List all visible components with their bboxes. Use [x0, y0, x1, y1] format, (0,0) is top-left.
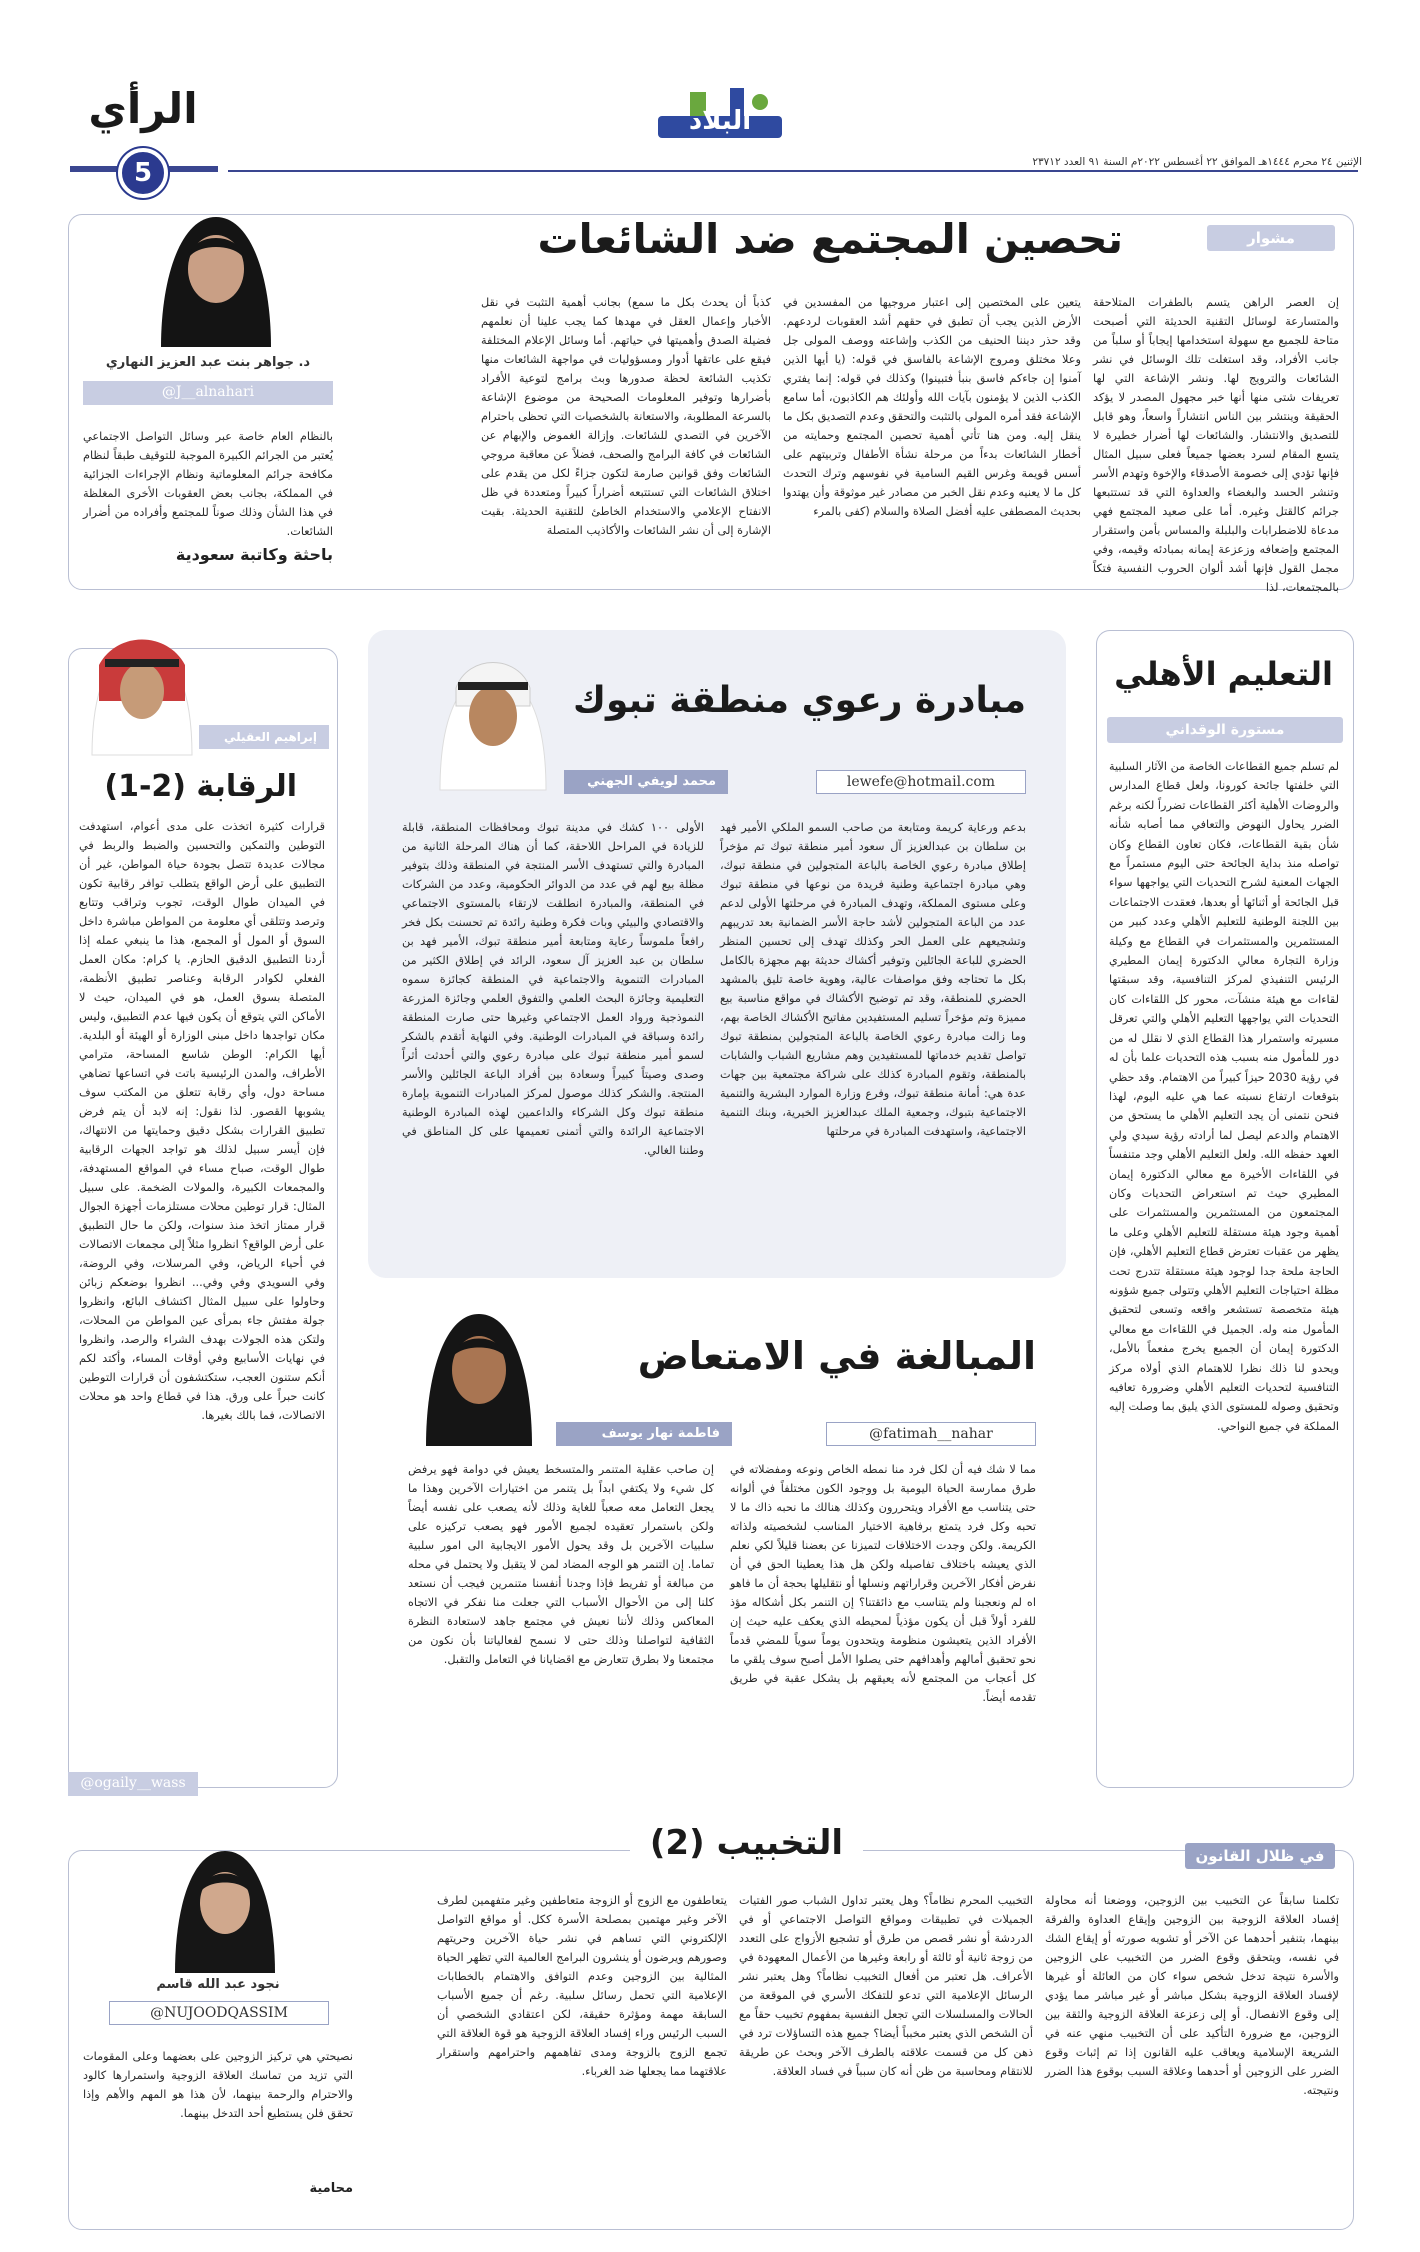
newspaper-logo — [650, 78, 790, 148]
author-photo — [77, 625, 207, 755]
article-body: قرارات كثيرة اتخذت على مدى أعوام، استهدفت التوطين والتمكين والتحسين والضبط والربط في مجالات عديدة تتصل بجودة حياة المواطن، غير أن التطبيق على أرض الواقع يتطلب توافر رقابية تكون في الميدان طوال الوقت، تجوب وتراقب وتتابع وترصد وتتلقى أي معلومة من المواطن مباشرة داخل السوق أو المول أو المجمع، هذا ما ينبغي عمله إذا أردنا التطبيق الدقيق الحازم. يا كرام: مكان العمل الفعلي لكوادر الرقابة وعناصر تطبيق الأنظمة، المتصلة بسوق العمل، هو في الميدان، حيث لا الأماكن التي يتوقع أن يكون فيها عدم التطبيق، وليس مكان تواجدها داخل مبنى الوزارة أو الهيئة أو البلدية. أيها الكرام: الوطن شاسع المساحة، مترامي الأطراف، والمدن الرئيسية باتت في اتساعها تضاهي مساحة دول، وأي رقابة تتعلق من المكتب سوف يشوبها القصور. لذا نقول: إنه لابد أن يتم فرض تطبيق القرارات بشكل دقيق وحمايتها من الانتهاك، فإن أيسر سبيل لذلك هو تواجد الجهات الرقابية طوال الوقت، صباح مساء في المواقع المستهدفة، والمجمعات الكبيرة، والمولات الضخمة. على سبيل المثال: قرار توطين محلات مستلزمات أجهزة الجوال قرار ممتاز اتخذ منذ سنوات، ولكن ما حال التطبيق على أرض الواقع؟ انظروا مثلاً إلى مجمعات الاتصالات في أحياء الرياض، وفي المرسلات، وفي الروضة، وفي السويدي وفي وفي... انظروا بوضعكم زبائن وحاولوا على سبيل المثال اكتشاف البائع، وانظروا جولة مفتش جاء بمرأى عين المواطن من المحلات، ولتكن هذه الجولات بهدف الشراء والرصد، وانظروا في نهايات الأسابيع وفي أوقات المساء، وأكتد لكم أنكم ستنون العجب، ستكتشفون أن قرارات التوطين كانت حبراً على ورق. هذا في قطاع واحد هو محلات الاتصالات، فما بالك بغيرها. — [79, 820, 325, 1422]
article-exaggeration — [368, 1296, 1066, 1788]
author-handle[interactable]: @NUJOODQASSIM — [109, 2001, 329, 2025]
article-column: تكلمنا سابقاً عن التخبيب بين الزوجين، ووضعنا أنه محاولة إفساد العلاقة الزوجية بين الزوجين وإيقاع العداوة والفرقة بينهما، بتنفير أحدهما عن الآخر أو تشويه صورته أو إيقاع الشك في نفسه، ويتحقق وقوع الضرر من التخبيب على الزوجين والأسرة نتيجة تدخل شخص سواء كان من العائلة أو غيرها لإفساد العلاقة الزوجية بشكل مباشر أو غير مباشر مما يؤدي إلى وقوع الانفصال. أو إلى زعزعة العلاقة الزوجية والثقة بين الزوجين، مع ضرورة التأكيد على أن التخبيب منهي عنه في الشريعة الإسلامية ويعاقب عليه القانون إذا تم إثبات وقوع الضرر على الزوجين أو أحدهما وعلاقة السبب بوقوع هذا الضرر ونتيجته. — [1045, 1894, 1339, 2097]
author-signoff: باحثة وكاتبة سعودية — [175, 545, 333, 564]
article-title: التعليم الأهلي — [1114, 655, 1333, 693]
author-handle[interactable]: @fatimah__nahar — [826, 1422, 1036, 1446]
author-name: نجود عبد الله قاسم — [156, 1977, 280, 1992]
logo-text: البلاد — [688, 106, 752, 136]
author-signoff: محامية — [309, 2181, 353, 2196]
article-tabuk-initiative — [368, 630, 1066, 1278]
page-number-badge — [118, 148, 168, 198]
author-name: مستورة الوقداني — [1107, 717, 1343, 743]
article-private-education — [1096, 630, 1354, 1788]
author-photo — [418, 640, 568, 790]
article-rumors — [68, 214, 1354, 594]
author-name: إبراهيم العقيلي — [199, 725, 329, 749]
author-name: محمد لويفي الجهني — [564, 770, 728, 794]
author-name: فاطمة نهار يوسف — [556, 1422, 732, 1446]
article-title: تحصين المجتمع ضد الشائعات — [537, 215, 1123, 263]
article-title: التخبيب (2) — [630, 1823, 863, 1863]
article-column: إن العصر الراهن يتسم بالطفرات المتلاحقة والمتسارعة لوسائل التقنية الحديثة التي أصبحت متاحة للجميع مع سهولة استخدامها إيجاباً أو سلباً من جانب الأفراد، وقد استغلت تلك الوسائل في نشر الشائعات والترويج لها. ونشر الإشاعة التي لها تعريفات شتى منها أنها خبر مجهول المصدر لا يؤكد الحقيقة وينتشر بين الناس انتشاراً واسعاً، وهو قابل للتصديق والانتشار. والشائعات لها أضرار خطيرة لا يتسع المقام لسرد بعضها جميعاً فعلى سبيل المثال فإنها تؤدي إلى خصومة الأصدقاء والإخوة وتهدم الأسر وتنشر الحسد والبغضاء والعداوة التي قد تستتبعها جرائم كالقتل وغيره. أما على صعيد المجتمع فهي مدعاة للاضطرابات والبلبلة والمساس بأمن واستقرار المجتمع وإضعافه وزعزعة إيمانه بمبادئه وقيمه، وفي مجمل القول فإنها أشد ألوان الحروب النفسية فتكاً بالمجتمعات، لذا — [1093, 296, 1339, 594]
article-tag: مشوار — [1207, 225, 1335, 251]
article-title: المبالغة في الامتعاض — [637, 1334, 1036, 1378]
article-column: كذباً أن يحدث بكل ما سمع) بجانب أهمية التثبت في نقل الأخبار وإعمال العقل في مهدها كما يجب علينا أن نعلمهم فضيلة الصدق وأهميتها في حياتهم. أما وسائل الإعلام المختلفة فيقع على عاتقها أدوار ومسؤوليات في مواجهة الشائعات منها تكذيب الشائعة لحظة صدورها وبث برامج لتوعية الأفراد بأضرارها وتوفير المعلومات الصحيحة من موضوع الإشاعة بالسرعة المطلوبة، والاستعانة بالشخصيات التي تحظى باحترام الآخرين في التصدي للشائعات. وإزالة الغموض والإبهام عن الشائعات في كافة البرامج والصحف، فضلاً عن معاقبة مروجي الشائعات وفق قوانين صارمة لتكون جزاءً لكل من يقدم على اختلاق الشائعات التي تستتبعه أضراراً كبيراً ومتعددة في ظل الانفتاح الإعلامي والاستخدام الخاطئ للتقنية الحديثة. بقيت الإشارة إلى أن نشر الشائعات والأكاذيب المتصلة — [481, 296, 771, 537]
article-column: يتعاطفون مع الزوج أو الزوجة متعاطفين وغير متفهمين لطرف الآخر وغير مهتمين بمصلحة الأسرة ككل. أو مواقع التواصل الإلكتروني التي تساهم في نشر حياة الآخرين وحريتهم وصورهم ويرضون أو ينشرون البرامج العالمية التي تظهر الحياة المثالية بين الزوجين وعدم التوافق والاهتمام بالخطابات الإعلامية التي تحمل رسائل سلبية. رغم أن جميع الأسباب السابقة مهمة ومؤثرة حقيقة، لكن اعتقادي الشخصي أن السبب الرئيس وراء إفساد العلاقة الزوجية هو قوة العلاقة التي تجمع الزوج بالزوجة ومدى تفاهمهم واحترامهم واستقرار علاقتهما مما يجعلها ضد الغرباء. — [437, 1894, 727, 2078]
article-tag: في ظلال القانون — [1185, 1843, 1335, 1869]
section-title: الرأي — [88, 84, 198, 133]
article-oversight — [68, 648, 338, 1788]
article-column: إن صاحب عقلية المتنمر والمتسخط يعيش في دوامة فهو يرفض كل شيء ولا يكتفي ابداً بل يتنمر من اختيارات الآخرين وهذا ما يجعل التعامل معه صعباً للغاية وذلك لأنه يصعب على نفسه أيضاً ولكن باستمرار تعقيده لجميع الأمور فهو يصعب تركيزه على سلبيات الآخرين بل وقد يحول الأمور الايجابية الى امور سلبية تماما. إن التنمر هو الوجه المضاد لمن لا يتقبل ولا يحتمل في محله من مبالغة أو تفريط فإذا وجدنا أنفسنا متنمرين فيجب أن نستعد كلنا إلى من الأحوال الأسباب التي جعلت منا نفكر في الاتجاه المعاكس وذلك لأننا نعيش في مجتمع جاهد لاستعادة النظرة الثقافية لتواصلنا وذلك حتى لا نسمح لفعالياتنا بأن نكون من مجتمعنا ولا بطرق تتعارض مع اقضايانا في التعامل والتقبل. — [408, 1463, 714, 1666]
article-column: التخبيب المحرم نظاماً؟ وهل يعتبر تداول الشباب صور الفتيات الجميلات في تطبيقات ومواقع التواصل الاجتماعي أو في الدردشة أو نشر قصص من طرق أو تشجيع الأزواج على التعدد من زوجة ثانية أو ثالثة أو رابعة وغيرها من الأعمال المعهودة في الأعراف. هل تعتبر من أفعال التخبيب نظاماً؟ وهل يعتبر نشر الرسائل الإعلامية التي تدعو للتفكك الأسري في الموقعة من الحالات والمسلسلات التي تجعل النفسية بمفهوم تخبيب حقاً مع أن الشخص الذي يعتبر مخبباً أيضا؟ جميع هذه التساؤلات ترد في ذهن كل من قسمت علاقته بالطرف الآخر وبحث عن طريقة للانتقام ومحاسبة من ظن أنه كان سبباً في فساد العلاقة. — [739, 1894, 1033, 2078]
author-photo — [141, 197, 291, 347]
author-handle[interactable]: @J__alnahari — [83, 381, 333, 405]
article-takhbib — [68, 1823, 1354, 2230]
author-photo — [155, 1833, 295, 1973]
date-line: الإثنين ٢٤ محرم ١٤٤٤هـ الموافق ٢٢ أغسطس ٢٠٢٢م السنة ٩١ العدد ٢٣٧١٢ — [1032, 156, 1362, 168]
article-title: الرقابة (2-1) — [104, 769, 297, 804]
masthead — [0, 0, 1420, 188]
author-name: د. جواهر بنت عبد العزيز النهاري — [105, 355, 311, 370]
article-column: مما لا شك فيه أن لكل فرد منا نمطه الخاص ونوعه ومفضلاته في طرق ممارسة الحياة اليومية بل ووجود الكون مختلفاً في ألوانه حتى يتناسب مع الأفراد ويتحررون وكذلك هنالك ما نحبه ذاك ما لا تحبه وكل فرد يتمتع برفاهية الاختيار المناسب لشخصيته ولذاته الكريمة. ولكن وجدت الاختلافات لتميزنا عن بعضنا قليلاً لكي نعلم الذي يعيشه باختلاف تفاصيله ولكن هل هذا يعطينا الحق في أن نفرض أفكار الآخرين وقراراتهم ونسلها أو نتقليلها بحجة أن ما فاهو اه لم ونعجبنا ولم يتناسب مع ذائقتنا؟ إن التنمر بكل أشكاله مؤذ للفرد أولاً قبل أن يكون مؤذياً لمحيطه الذي يعكف عليه حيث إن الأفراد الذين يتعيشون منظومة ويتحدون يوماً سوياً للمضي قدماً نحو تحقيق أمالهم وأهدافهم حتى يصلوا الأمل أصبح سوف يلقي ما كل أعجاب من المجتمع لأنه يعيقهم بل يشكل عقبة في طريق تقدمه أيضاً. — [730, 1463, 1036, 1704]
author-photo — [404, 1296, 554, 1446]
article-title: مبادرة رعوي منطقة تبوك — [572, 680, 1026, 721]
article-column: الأولى ١٠٠ كشك في مدينة تبوك ومحافظات المنطقة، قابلة للزيادة في المراحل اللاحقة، كما أن هناك المرحلة الثانية من المبادرة والتي تستهدف الأسر المنتجة في المنطقة وذلك بتوفير مظلة بيع لهم في عدد من الدوائر الحكومية، وعدد من الشركات في المنطقة، والمبادرة انطلقت لارتقاء بالمستوى الاجتماعي والاقتصادي والبيئي وبات فكرة وطنية رائدة تم تحسنت بكل فخر رافعاً ملموساً رعاية ومتابعة أمير منطقة تبوك، الأمير فهد بن سلطان بن عبد العزيز آل سعود، الرائد في إطلاق الكثير من المبادرات التنموية والاجتماعية في المنطقة كجائزة سموه التعليمية وجائزة البحث العلمي والتفوق العلمي وجائزة المزرعة النموذجية ورواد العمل الاجتماعي وغيرها حتى صارت المنطقة رائدة وسباقة في المبادرات الوطنية. وفي النهاية أتقدم بالشكر لسمو أمير منطقة تبوك على مبادرة رعوي والتي أحدثت أثراً وصدى وصيتاً كبيراً وسعادة بين أفراد الباعة الجائلين والأسر المنتجة. والشكر كذلك موصول لمركز المبادرات التنموية بإمارة منطقة تبوك وكل الشركاء والداعمين لهذه المبادرة الوطنية الاجتماعية الرائدة والتي أتمنى تعميمها على كل المناطق في وطننا الغالي. — [402, 821, 704, 1157]
article-column: يتعين على المختصين إلى اعتبار مروجيها من المفسدين في الأرض الذين يجب أن تطبق في حقهم أشد العقوبات لردعهم. وقد حذر ديننا الحنيف من الكذب وإشاعته ووصف المولى جل وعلا مختلق ومروج الإشاعة بالفاسق في قوله: (يا أيها الذين آمنوا إن جاءكم فاسق بنبأ فتبينوا) وكذلك في قوله: إنما يفتري الكذب الذين لا يؤمنون بآيات الله وأولئك هم الكاذبون، أما سامع الإشاعة فقد أمره المولى بالتثبت والتحقق وعدم التصديق بكل ما ينقل إليه. ومن هنا تأتي أهمية تحصين المجتمع وحمايته من أخطار الشائعات بدءاً من مرحلة نشأة الأطفال وتربيتهم على أسس قويمة وغرس القيم السامية في نفوسهم وترك التحدث كل ما لا يعنيه وعدم نقل الخبر من مصادر غير موثوقة وأن يهتدوا بحديث المصطفى عليه أفضل الصلاة والسلام (كفى بالمرء — [783, 296, 1081, 518]
author-handle[interactable]: @ogaily__wass — [68, 1772, 198, 1796]
article-column: نصيحتي هي تركيز الزوجين على بعضهما وعلى المقومات التي تزيد من تماسك العلاقة الزوجية واستمرارها كالود والاحترام والرحمة بينهما، لأن هذا هو المهم والأهم وإذا تحقق فلن يستطيع أحد التدخل بينهما. — [83, 2050, 353, 2120]
author-email[interactable]: lewefe@hotmail.com — [816, 770, 1026, 794]
masthead-rule — [228, 170, 1358, 172]
article-column: بالنظام العام خاصة عبر وسائل التواصل الاجتماعي يُعتبر من الجرائم الكبيرة الموجبة للتوقيف طبقاً لنظام مكافحة جرائم المعلوماتية ونظام الإجراءات الجزائية في المملكة، بجانب بعض العقوبات الأخرى المغلظة في هذا الشأن وذلك صوناً للمجتمع وأفراده من أضرار الشائعات. — [83, 430, 333, 538]
page-number: 5 — [133, 158, 153, 188]
article-body: لم تسلم جميع القطاعات الخاصة من الآثار السلبية التي خلفتها جائحة كورونا، ولعل قطاع المدارس والروضات الأهلية أكثر القطاعات تضرراً لكنه برغم الضرر يحاول النهوض والتعافي مما أصابه شأنه شأن بقية القطاعات، فكان تعاون القطاع وكان تواصله منذ بداية الجائحة حتى اليوم مستمراً مع الجهات المعنية لشرح التحديات التي يواجهها سواء قبل الجائحة أو أثنائها أو بعدها، فعقدت الاجتماعات بين اللجنة الوطنية للتعليم الأهلي وعدد كبير من المستثمرين والمستثمرات في القطاع مع وكيلة وزارة التجارة معالي الدكتورة إيمان المطيري الرئيس التنفيذي لمركز التنافسية، وقد سبقتها لقاءات مع هيئة منشآت، محور كل اللقاءات كان التحديات التي يواجهها التعليم الأهلي والتي تعرقل مسيرته واستمرار هذا القطاع الذي لا نقلل له من دور للمأمول منه بسبب هذه التحديات علما بأن له في رؤية 2030 حيزاً كبيراً من الاهتمام. وقد حظي بتوقعات ارتفاع نسبته عما هي عليه اليوم، لهذا فنحن نتمنى أن يجد التعليم الأهلي ما يستحق من الاهتمام والدعم ليصل لما أرادته رؤية سيدي ولي العهد حفظه الله. ولعل التعليم الأهلي وجد متنفساً في اللقاءات الأخيرة مع معالي الدكتورة إيمان المطيري حيث تم استعراض التحديات وكان المجتمعون من المستثمرين والمستثمرات على أهمية وجود هيئة مستقلة للتعليم الأهلي وعلى ما يظهر من عقبات تعترض قطاع التعليم الأهلي، فإن الحاجة ملحة جدا لوجود هيئة مستقلة تتدرج تحت مظلة احتياجات التعليم الأهلي وتتولى جميع شؤونه هيئة متخصصة تستشعر واقعه وتسعى لتحقيق المأمول منه وله. الجميل في اللقاءات مع معالي الدكتورة إيمان أن الجميع يخرج مفعماً بالأمل، ويحدو لنا ذلك نظرا للاهتمام الذي أولاه مركز التنافسية لتحديات التعليم الأهلي وضرورة تعافيه وتحقيق وصوله للمستوى الذي يليق بما وصلت إليه المملكة في جميع النواحي. — [1109, 760, 1339, 1433]
article-column: بدعم ورعاية كريمة ومتابعة من صاحب السمو الملكي الأمير فهد بن سلطان بن عبدالعزيز آل سعود أمير منطقة تبوك تم مؤخراً إطلاق مبادرة رعوي الخاصة بالباعة المتجولين في منطقة تبوك، وهي مبادرة اجتماعية وطنية فريدة من نوعها في منطقة تبوك وعلى مستوى المملكة، وتهدف المبادرة في مرحلتها الأولى لدعم عدد من الباعة المتجولين لأشد حاجة الأسر الضمانية بعد تدريبهم وتشجيعهم على العمل الحر وكذلك تهدف إلى تحسين المنظر الحضري للباعة الجائلين وتوفير أكشاك حديثة بهم مجهزة بالكامل بكل ما تحتاجه وفق مواصفات عالية، وهوية خاصة تليق بالمشهد الحضري للمنطقة، وقد تم توضيح الأكشاك في مواقع مناسبة بيع مميزة وتم مؤخراً تسليم المستفيدين مفاتيح الأكشاك الخاصة بهم، وما زالت مبادرة رعوي الخاصة بالباعة المتجولين بمنطقة تبوك تواصل تقديم خدماتها للمستفيدين وهم مشاريع الشباب والشابات بالمنطقة، وتقوم المبادرة كذلك على شراكة مجتمعية بين جهات عدة هي: أمانة منطقة تبوك، وفرع وزارة الموارد البشرية والتنمية الاجتماعية بتبوك، وجمعية الملك عبدالعزيز الخيرية، وبنك التنمية الاجتماعية، واستهدفت المبادرة في مرحلتها — [720, 821, 1026, 1138]
